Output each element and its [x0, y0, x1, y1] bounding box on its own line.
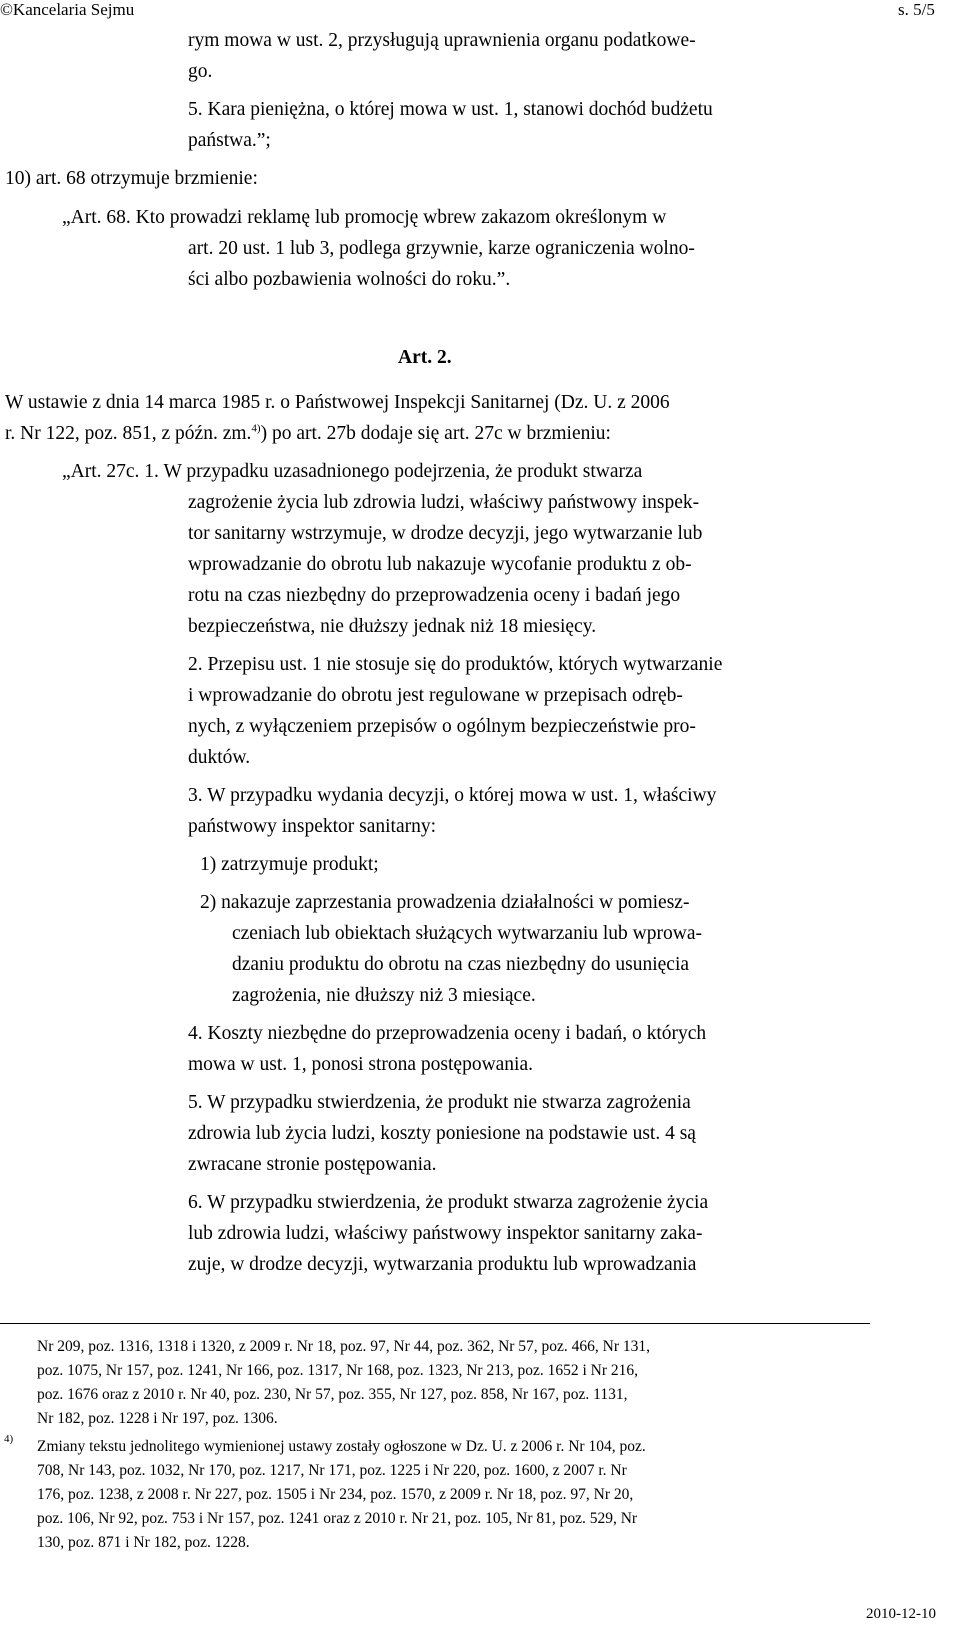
body-line: i wprowadzanie do obrotu jest regulowane w przepisach odręb- [188, 685, 683, 706]
document-date: 2010-12-10 [866, 1606, 936, 1622]
footnote-line: poz. 1676 oraz z 2010 r. Nr 40, poz. 230, Nr 57, poz. 355, Nr 127, poz. 858, Nr 167, poz. 1131, [37, 1386, 628, 1403]
footnote-separator [0, 1323, 870, 1324]
body-line: 2. Przepisu ust. 1 nie stosuje się do produktów, których wytwarzanie [188, 654, 723, 675]
list-item: 2) nakazuje zaprzestania prowadzenia działalności w pomiesz- [200, 892, 690, 913]
footnote-reference: 4) [251, 422, 261, 435]
body-line: mowa w ust. 1, ponosi strona postępowania. [188, 1054, 534, 1075]
body-line: 5. W przypadku stwierdzenia, że produkt nie stwarza zagrożenia [188, 1092, 691, 1113]
body-line: bezpieczeństwa, nie dłuższy jednak niż 18 miesięcy. [188, 616, 597, 637]
list-item-continuation: zagrożenia, nie dłuższy niż 3 miesiące. [232, 985, 536, 1006]
footnote-marker: 4) [4, 1433, 14, 1445]
body-line: państwowy inspektor sanitarny: [188, 816, 437, 837]
body-line: 3. W przypadku wydania decyzji, o której mowa w ust. 1, właściwy [188, 785, 717, 806]
body-line: go. [188, 61, 213, 82]
footnote-line: 130, poz. 871 i Nr 182, poz. 1228. [37, 1534, 250, 1551]
header-page-number: s. 5/5 [898, 0, 935, 19]
body-line: państwa.”; [188, 130, 271, 151]
body-line: ści albo pozbawienia wolności do roku.”. [188, 269, 511, 290]
body-line: tor sanitarny wstrzymuje, w drodze decyzji, jego wytwarzanie lub [188, 523, 703, 544]
body-line: 4. Koszty niezbędne do przeprowadzenia oceny i badań, o których [188, 1023, 707, 1044]
body-line: 10) art. 68 otrzymuje brzmienie: [5, 168, 258, 189]
list-item: 1) zatrzymuje produkt; [200, 854, 379, 875]
body-line: W ustawie z dnia 14 marca 1985 r. o Państwowej Inspekcji Sanitarnej (Dz. U. z 2006 [5, 392, 670, 413]
list-item-continuation: dzaniu produktu do obrotu na czas niezbędny do usunięcia [232, 954, 690, 975]
body-line: „Art. 27c. 1. W przypadku uzasadnionego podejrzenia, że produkt stwarza [62, 461, 643, 482]
body-line-text: ) po art. 27b dodaje się art. 27c w brzmieniu: [260, 423, 611, 444]
header-source: ©Kancelaria Sejmu [0, 0, 135, 19]
body-line: art. 20 ust. 1 lub 3, podlega grzywnie, karze ograniczenia wolno- [188, 238, 695, 259]
body-line: zagrożenie życia lub zdrowia ludzi, właściwy państwowy inspek- [188, 492, 700, 513]
body-line: nych, z wyłączeniem przepisów o ogólnym bezpieczeństwie pro- [188, 716, 696, 737]
body-line: zwracane stronie postępowania. [188, 1154, 437, 1175]
list-item-continuation: czeniach lub obiektach służących wytwarzaniu lub wprowa- [232, 923, 702, 944]
body-line: rym mowa w ust. 2, przysługują uprawnienia organu podatkowe- [188, 30, 696, 51]
footnote-line: Nr 182, poz. 1228 i Nr 197, poz. 1306. [37, 1410, 278, 1427]
footnote-line: poz. 106, Nr 92, poz. 753 i Nr 157, poz. 1241 oraz z 2010 r. Nr 21, poz. 105, Nr 81, poz. 529, Nr [37, 1510, 638, 1527]
footnote-line: poz. 1075, Nr 157, poz. 1241, Nr 166, poz. 1317, Nr 168, poz. 1323, Nr 213, poz. 1652 i Nr 216, [37, 1362, 638, 1379]
body-line: 6. W przypadku stwierdzenia, że produkt stwarza zagrożenie życia [188, 1192, 709, 1213]
body-line: lub zdrowia ludzi, właściwy państwowy inspektor sanitarny zaka- [188, 1223, 703, 1244]
body-line: duktów. [188, 747, 251, 768]
body-line: „Art. 68. Kto prowadzi reklamę lub promocję wbrew zakazom określonym w [62, 207, 667, 228]
footnote-line: 708, Nr 143, poz. 1032, Nr 170, poz. 1217, Nr 171, poz. 1225 i Nr 220, poz. 1600, z 2007 r. Nr [37, 1462, 627, 1479]
body-line [5, 418, 611, 449]
body-line: rotu na czas niezbędny do przeprowadzenia oceny i badań jego [188, 585, 681, 606]
body-line: wprowadzanie do obrotu lub nakazuje wycofanie produktu z ob- [188, 554, 692, 575]
footnote-line: Zmiany tekstu jednolitego wymienionej ustawy zostały ogłoszone w Dz. U. z 2006 r. Nr 104, poz. [37, 1438, 646, 1455]
body-line-text: r. Nr 122, poz. 851, z późn. zm. [5, 423, 252, 444]
article-heading: Art. 2. [398, 347, 452, 368]
body-line: zuje, w drodze decyzji, wytwarzania produktu lub wprowadzania [188, 1254, 697, 1275]
footnote-line: 176, poz. 1238, z 2008 r. Nr 227, poz. 1505 i Nr 234, poz. 1570, z 2009 r. Nr 18, poz. 97, Nr 20, [37, 1486, 634, 1503]
body-line: 5. Kara pieniężna, o której mowa w ust. 1, stanowi dochód budżetu [188, 99, 713, 120]
body-line: zdrowia lub życia ludzi, koszty poniesione na podstawie ust. 4 są [188, 1123, 696, 1144]
footnote-line: Nr 209, poz. 1316, 1318 i 1320, z 2009 r. Nr 18, poz. 97, Nr 44, poz. 362, Nr 57, poz. 466, Nr 131, [37, 1338, 651, 1355]
